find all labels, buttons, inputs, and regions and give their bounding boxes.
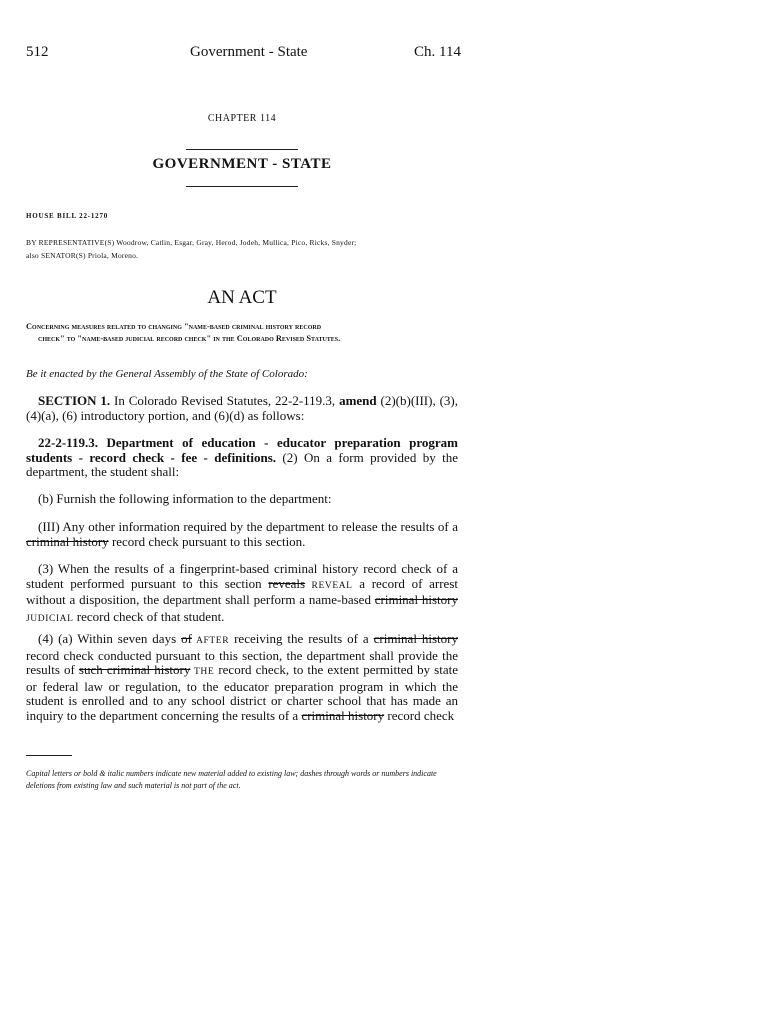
text: record check (384, 707, 455, 723)
chapter-title: GOVERNMENT - STATE (152, 156, 332, 172)
title-rule-top (186, 149, 298, 150)
deleted-text: of (181, 631, 192, 646)
statute-heading-paragraph (26, 436, 458, 480)
footnote-rule (26, 755, 72, 756)
deleted-text: criminal history (301, 707, 385, 723)
deleted-text: such criminal history (78, 662, 191, 678)
deleted-text: criminal history (26, 533, 109, 549)
concerning-line-1: Concerning measures related to changing "name-based criminal history record (26, 322, 322, 331)
text: record check pursuant to this section. (108, 533, 306, 549)
section-text-2: (2)(b)(III), (3), (4)(a), (6) introductory portion, and (6)(d) as follows: (26, 393, 458, 423)
chapter-label: CHAPTER 114 (207, 113, 277, 124)
concerning-line-2: check" to "name-based judicial record check" in the Colorado Revised Statutes. (38, 334, 341, 343)
statute-heading: 22-2-119.3. Department of education - educator preparation program students - record check - fee - definitions. (26, 435, 458, 465)
text: a record of arrest without a disposition, the department shall perform a name-based (26, 575, 458, 608)
deleted-text: criminal history (374, 592, 458, 608)
text: (4) (a) Within seven days (38, 631, 182, 646)
text: record check, to the extent permitted by state or federal law or regulation, to the educator preparation program in which the student is enrolled and to any school district or charter school that has made an inquiry to the department concerning the results of a (26, 662, 459, 723)
inserted-text: AFTER (191, 636, 230, 646)
text: receiving the results of a (229, 631, 374, 646)
text: record check of that student. (73, 608, 225, 624)
sponsors-line-1: BY REPRESENTATIVE(S) Woodrow, Catlin, Esgar, Gray, Herod, Jodeh, Mullica, Pico, Ricks, Snyder; (26, 238, 357, 247)
section-label: SECTION 1. (38, 393, 111, 408)
paragraph-3 (26, 562, 458, 626)
sponsors-line-2: also SENATOR(S) Priola, Moreno. (26, 251, 139, 260)
text: (III) Any other information required by the department to release the results of a (38, 519, 458, 534)
text: (3) When the results of a fingerprint-based criminal history record check of a student performed pursuant to this section (26, 561, 458, 591)
text: record check conducted pursuant to this section, the department shall provide the results of (26, 647, 458, 678)
statute-text: (2) On a form provided by the department, the student shall: (26, 449, 458, 480)
bill-number: HOUSE BILL 22-1270 (26, 212, 109, 220)
deleted-text: reveals (268, 575, 306, 591)
enacting-clause: Be it enacted by the General Assembly of the State of Colorado: (26, 368, 308, 380)
paragraph-b: (b) Furnish the following information to the department: (38, 491, 332, 506)
paragraph-4a (26, 632, 458, 724)
paragraph-iii (26, 520, 458, 549)
inserted-text: JUDICIAL (26, 613, 74, 624)
footnote: Capital letters or bold & italic numbers indicate new material added to existing law; dashes through words or numbers indicate deletions from existing law and such material is not part of the act. (26, 769, 437, 790)
act-title: AN ACT (207, 287, 277, 308)
running-title: Government - State (190, 44, 308, 60)
section-text-1: In Colorado Revised Statutes, 22-2-119.3, (110, 393, 340, 408)
deleted-text: criminal history (373, 631, 458, 646)
inserted-text: REVEAL (305, 580, 353, 591)
concerning-clause (26, 321, 458, 345)
page-number: 512 (26, 44, 49, 60)
amend-keyword: amend (339, 393, 377, 408)
chapter-reference: Ch. 114 (414, 44, 461, 60)
inserted-text: THE (190, 667, 215, 678)
title-rule-bottom (186, 186, 298, 187)
section-1 (26, 394, 458, 423)
